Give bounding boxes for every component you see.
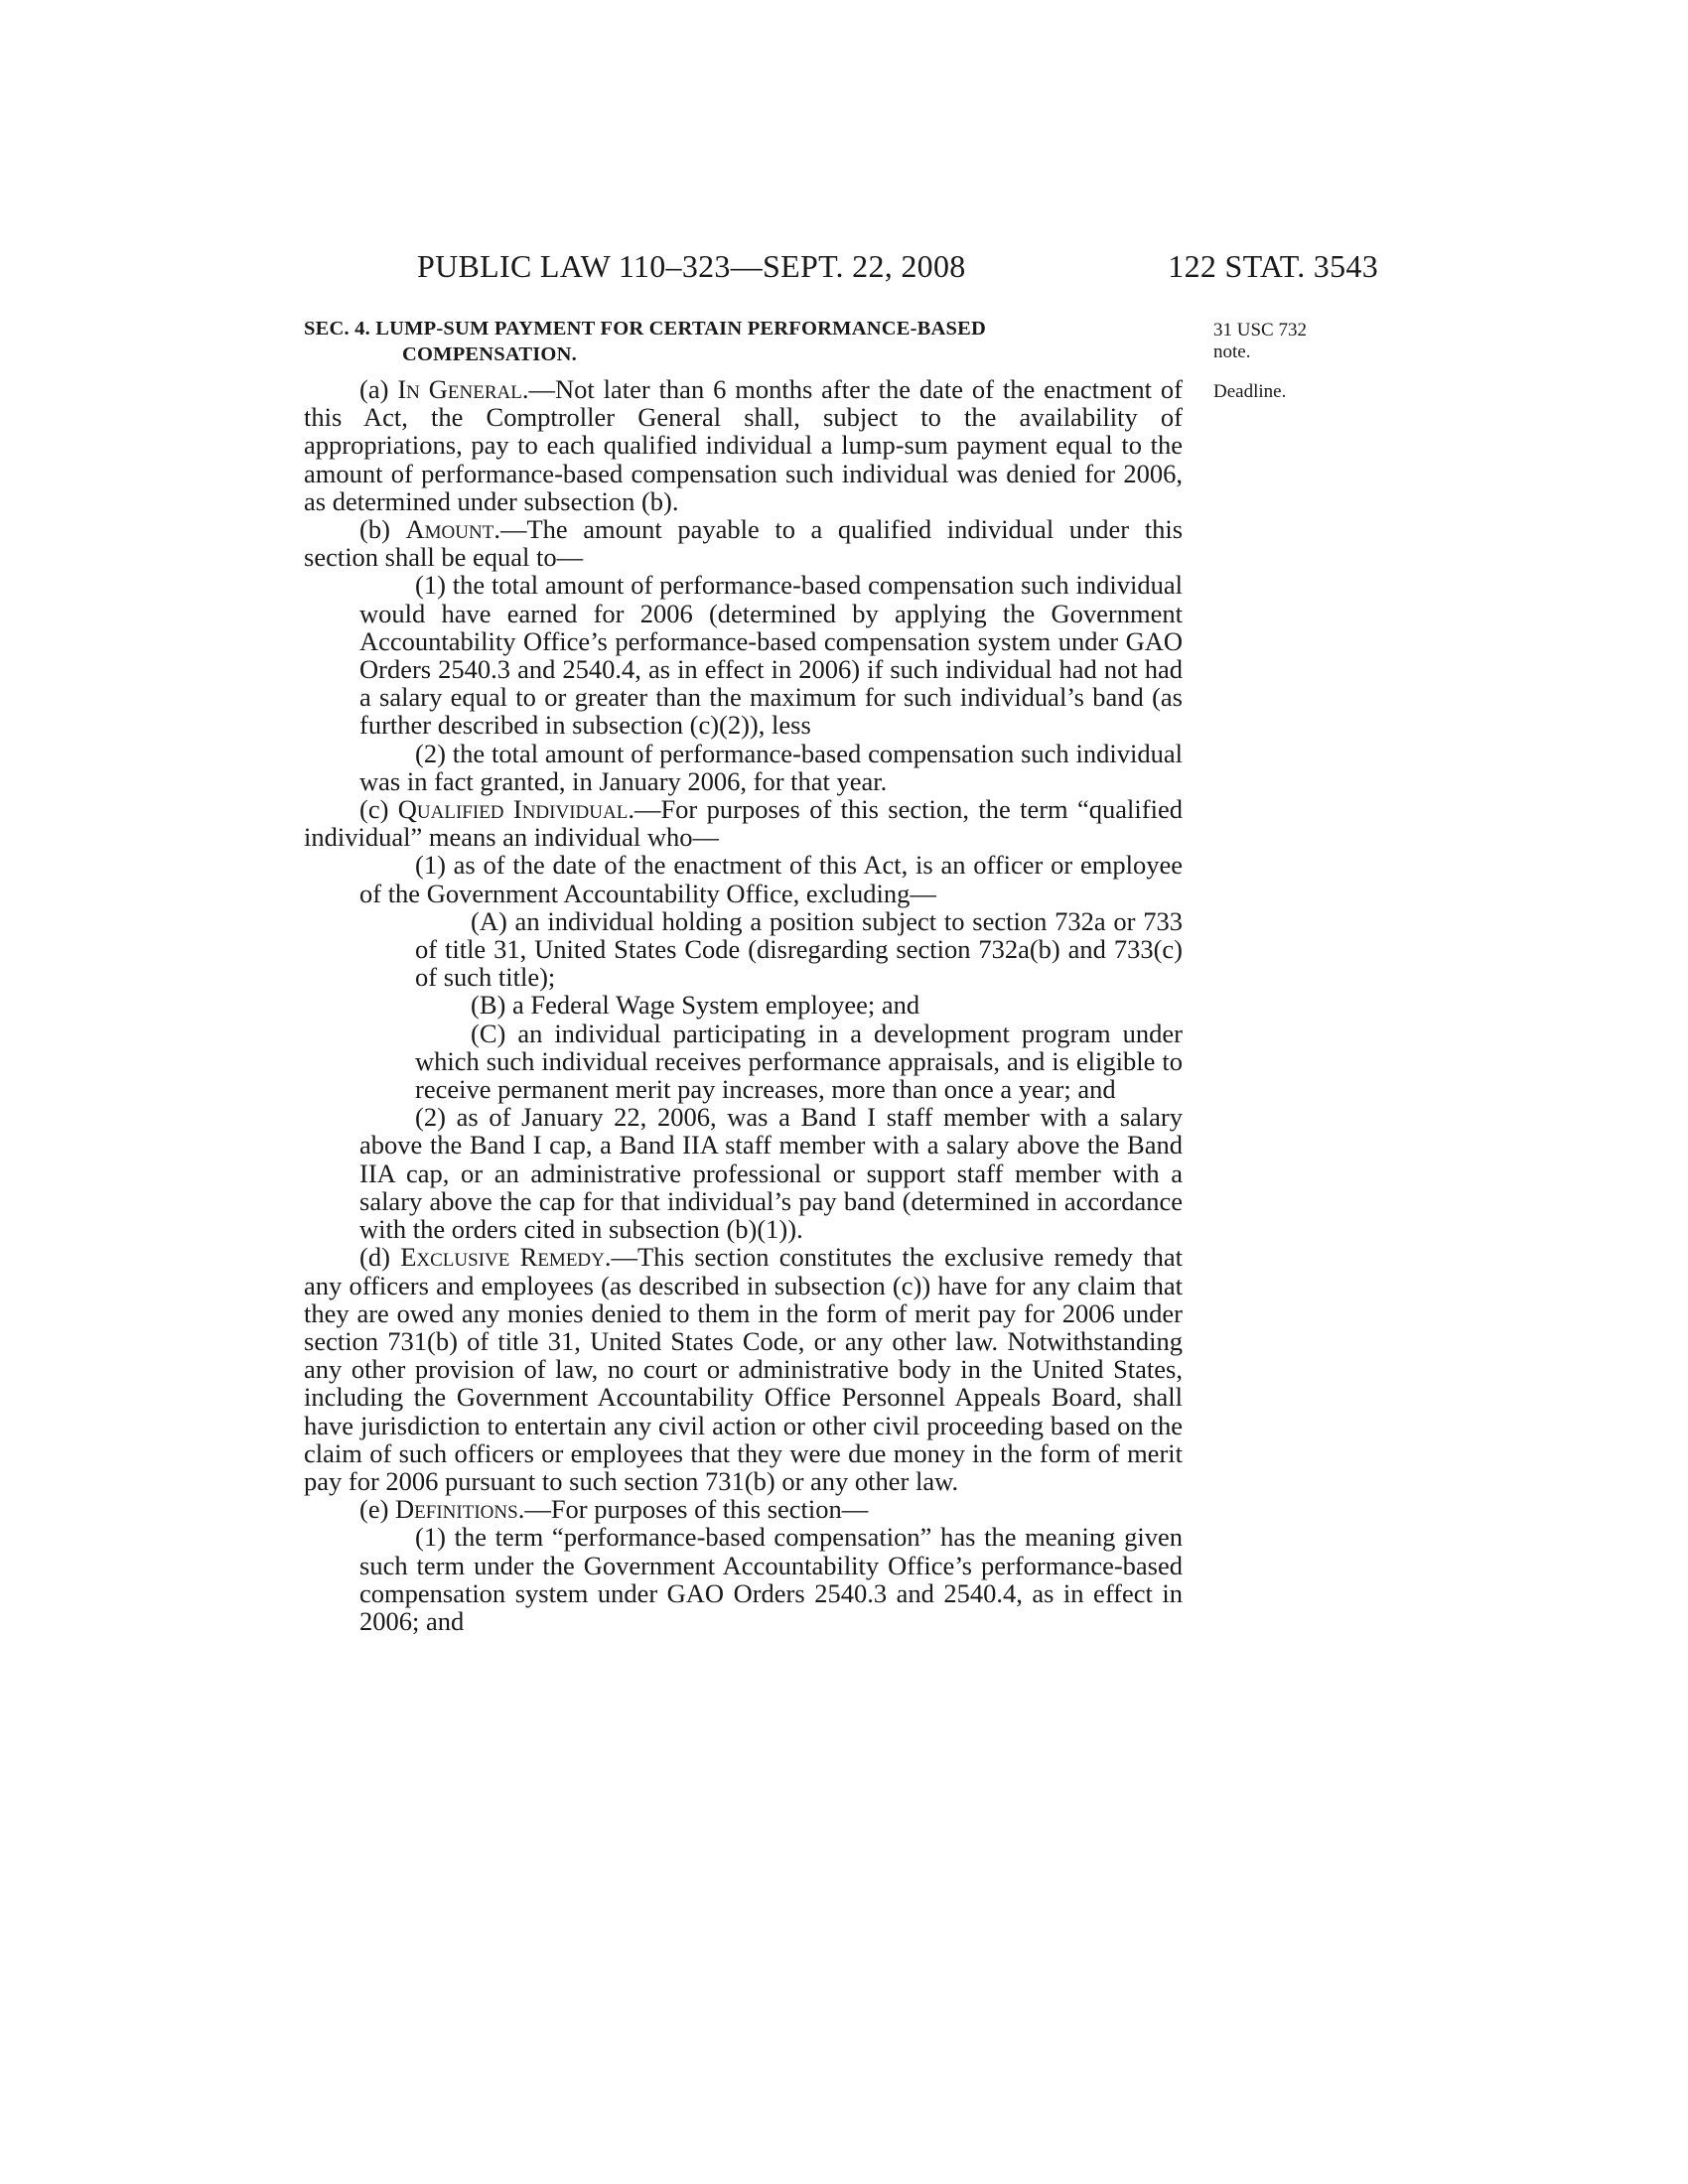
subsection-a	[304, 375, 1183, 515]
subsection-d-heading: Exclusive Remedy	[400, 1242, 605, 1273]
subsection-d-label: (d)	[359, 1242, 401, 1273]
subsection-c-text: .—For purposes of this section, the term “qualified individual” means an individual who—	[304, 794, 1183, 853]
page-header	[417, 246, 1378, 286]
subsection-b-text: .—The amount payable to a qualified individual under this section shall be equal to—	[304, 514, 1184, 573]
margin-note-usc	[1213, 320, 1307, 363]
margin-note-usc-line1: 31 USC 732	[1213, 320, 1307, 341]
subparagraph-c1B: (B) a Federal Wage System employee; and	[471, 990, 920, 1021]
subsection-b	[304, 515, 1183, 571]
margin-note-deadline: Deadline.	[1213, 381, 1287, 402]
section-heading-line1: SEC. 4. LUMP-SUM PAYMENT FOR CERTAIN PERFORMANCE-BASED	[304, 318, 986, 340]
section-heading-line2: COMPENSATION.	[402, 343, 577, 365]
subsection-a-label: (a)	[359, 374, 398, 404]
subparagraph-c1C: (C) an individual participating in a development program under which such individual receives performance appraisals, and is eligible to receive permanent merit pay increases, more than once a year; and	[415, 1018, 1183, 1105]
subsection-b-heading: Amount	[405, 514, 494, 545]
paragraph-e1: (1) the term “performance-based compensation” has the meaning given such term under the Government Accountability Office’s performance-based compensation system under GAO Orders 2540.3 and 2540.4, as in effect in 2006; and	[359, 1522, 1183, 1636]
paragraph-c1: (1) as of the date of the enactment of this Act, is an officer or employee of the Government Accountability Office, excluding—	[359, 850, 1183, 908]
subsection-c-label: (c)	[359, 794, 398, 825]
subsection-e	[304, 1495, 1183, 1523]
subsection-a-text: .—Not later than 6 months after the date of the enactment of this Act, the Comptroller General shall, subject to the availability of appropriations, pay to each qualified individual a lump-sum payment equal to the amount of performance-based compensation such individual was denied for 2006, as determined under subsection (b).	[304, 374, 1183, 516]
subsection-e-label: (e)	[359, 1494, 396, 1525]
subsection-d	[304, 1243, 1183, 1495]
paragraph-b1: (1) the total amount of performance-based compensation such individual would have earned for 2006 (determined by applying the Government Accountability Office’s performance-based compensation system under GAO Orders 2540.3 and 2540.4, as in effect in 2006) if such individual had not had a salary equal to or greater than the maximum for such individual’s band (as further described in subsection (c)(2)), less	[359, 570, 1183, 741]
subsection-c	[304, 795, 1183, 851]
section-heading	[304, 316, 1183, 367]
statute-page-number: 122 STAT. 3543	[1168, 248, 1378, 284]
subsection-a-heading: In General	[397, 374, 522, 404]
margin-note-usc-line2: note.	[1213, 341, 1251, 362]
subsection-c-heading: Qualified Individual	[397, 794, 629, 825]
paragraph-c2: (2) as of January 22, 2006, was a Band I staff member with a salary above the Band I cap, a Band IIA staff member with a salary above the Band IIA cap, or an administrative professional or support staff member with a salary above the cap for that individual’s pay band (determined in accordance with the orders cited in subsection (b)(1)).	[359, 1102, 1183, 1245]
section-body	[304, 316, 1183, 1635]
public-law-title: PUBLIC LAW 110–323—SEPT. 22, 2008	[417, 248, 966, 284]
subsection-e-heading: Definitions	[395, 1494, 518, 1525]
subparagraph-c1A: (A) an individual holding a position subject to section 732a or 733 of title 31, United States Code (disregarding section 732a(b) and 733(c) of such title);	[415, 905, 1183, 993]
paragraph-b2: (2) the total amount of performance-based compensation such individual was in fact granted, in January 2006, for that year.	[359, 738, 1183, 796]
subsection-d-text: .—This section constitutes the exclusive remedy that any officers and employees (as described in subsection (c)) have for any claim that they are owed any monies denied to them in the form of merit pay for 2006 under section 731(b) of title 31, United States Code, or any other law. Notwithstanding any other provision of law, no court or administrative body in the United States, including the Government Accountability Office Personnel Appeals Board, shall have jurisdiction to entertain any civil action or other civil proceeding based on the claim of such officers or employees that they were due money in the form of merit pay for 2006 pursuant to such section 731(b) or any other law.	[304, 1242, 1184, 1496]
subsection-e-text: .—For purposes of this section—	[517, 1494, 869, 1525]
subsection-b-label: (b)	[359, 514, 406, 545]
